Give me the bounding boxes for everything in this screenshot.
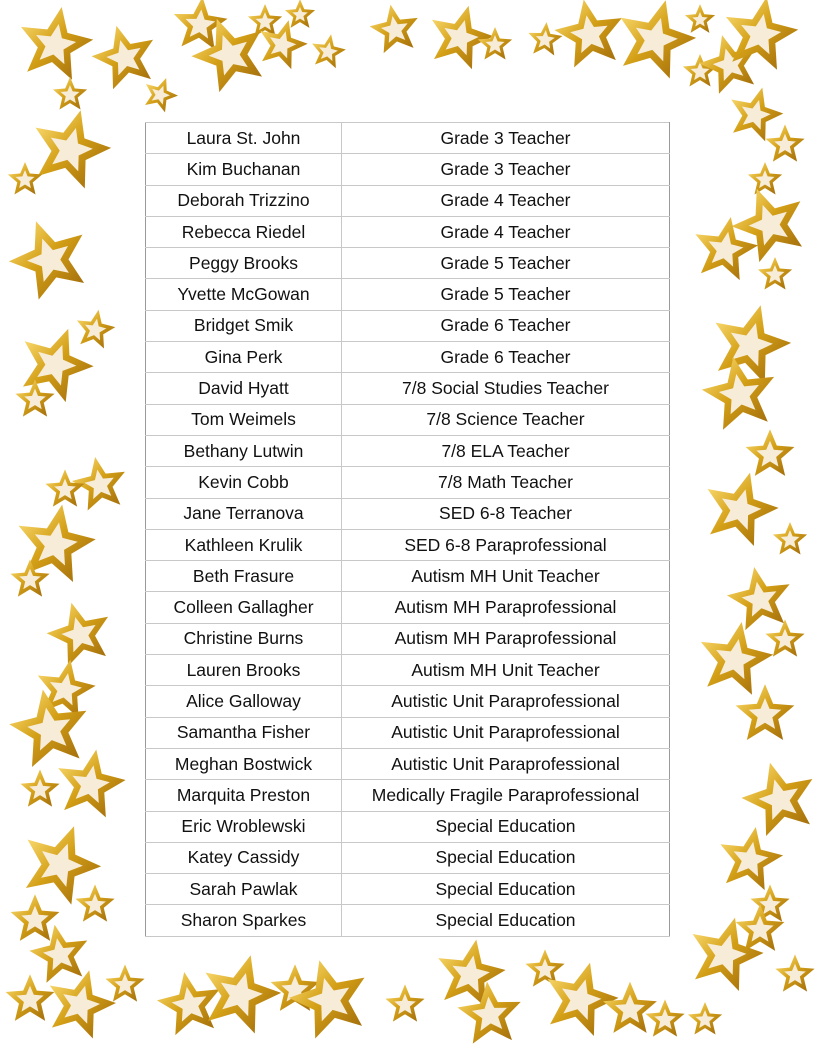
staff-name: Bridget Smik xyxy=(146,310,342,341)
gold-star-icon xyxy=(780,959,810,988)
staff-role: Autism MH Paraprofessional xyxy=(342,592,670,623)
staff-role: Special Education xyxy=(342,811,670,842)
gold-star-icon xyxy=(180,3,222,44)
staff-role: Autistic Unit Paraprofessional xyxy=(342,748,670,779)
gold-star-icon xyxy=(752,166,779,191)
staff-role: Grade 5 Teacher xyxy=(342,279,670,310)
staff-role: Autism MH Unit Teacher xyxy=(342,561,670,592)
table-row xyxy=(146,279,670,310)
table-row xyxy=(146,123,670,154)
gold-star-icon xyxy=(80,889,110,918)
table-row xyxy=(146,498,670,529)
staff-name: Sharon Sparkes xyxy=(146,905,342,936)
staff-role: Autistic Unit Paraprofessional xyxy=(342,686,670,717)
staff-name: Lauren Brooks xyxy=(146,655,342,686)
gold-star-icon xyxy=(530,954,560,983)
staff-name: Katey Cassidy xyxy=(146,842,342,873)
staff-name: Jane Terranova xyxy=(146,498,342,529)
staff-role: Grade 6 Teacher xyxy=(342,310,670,341)
gold-star-icon xyxy=(148,82,174,109)
staff-role: Special Education xyxy=(342,874,670,905)
gold-star-icon xyxy=(762,261,789,286)
table-row xyxy=(146,561,670,592)
staff-role: 7/8 Science Teacher xyxy=(342,404,670,435)
gold-star-icon xyxy=(252,8,279,33)
gold-star-icon xyxy=(375,10,413,48)
staff-role: Grade 3 Teacher xyxy=(342,154,670,185)
gold-star-icon xyxy=(709,631,765,688)
table-row xyxy=(146,185,670,216)
table-row xyxy=(146,874,670,905)
table-row xyxy=(146,467,670,498)
staff-name: Peggy Brooks xyxy=(146,248,342,279)
staff-role: Special Education xyxy=(342,905,670,936)
gold-star-icon xyxy=(734,6,790,63)
table-row xyxy=(146,905,670,936)
staff-name: Yvette McGowan xyxy=(146,279,342,310)
gold-star-icon xyxy=(81,314,111,344)
gold-star-icon xyxy=(692,1006,719,1031)
table-row xyxy=(146,373,670,404)
staff-name: Eric Wroblewski xyxy=(146,811,342,842)
gold-star-icon xyxy=(99,33,147,82)
gold-star-icon xyxy=(289,3,312,25)
gold-star-icon xyxy=(65,757,117,810)
table-row xyxy=(146,748,670,779)
staff-role: Autism MH Unit Teacher xyxy=(342,655,670,686)
staff-table xyxy=(145,122,670,937)
staff-role: SED 6-8 Paraprofessional xyxy=(342,529,670,560)
staff-role: 7/8 Math Teacher xyxy=(342,467,670,498)
staff-name: David Hyatt xyxy=(146,373,342,404)
staff-role: Autistic Unit Paraprofessional xyxy=(342,717,670,748)
gold-star-icon xyxy=(734,574,783,623)
staff-role: 7/8 ELA Teacher xyxy=(342,435,670,466)
gold-star-icon xyxy=(465,989,514,1037)
staff-name: Tom Weimels xyxy=(146,404,342,435)
staff-name: Rebecca Riedel xyxy=(146,216,342,247)
staff-role: SED 6-8 Teacher xyxy=(342,498,670,529)
staff-name: Samantha Fisher xyxy=(146,717,342,748)
gold-star-icon xyxy=(555,971,610,1028)
gold-star-icon xyxy=(700,926,755,983)
gold-star-icon xyxy=(213,964,272,1025)
gold-star-icon xyxy=(390,989,420,1018)
table-row xyxy=(146,404,670,435)
staff-name: Kathleen Krulik xyxy=(146,529,342,560)
gold-star-icon xyxy=(57,978,109,1031)
staff-name: Bethany Lutwin xyxy=(146,435,342,466)
table-row xyxy=(146,623,670,654)
staff-name: Kim Buchanan xyxy=(146,154,342,185)
staff-name: Christine Burns xyxy=(146,623,342,654)
table-row xyxy=(146,435,670,466)
staff-name: Colleen Gallagher xyxy=(146,592,342,623)
staff-role: Grade 3 Teacher xyxy=(342,123,670,154)
gold-star-icon xyxy=(29,16,85,73)
gold-star-icon xyxy=(43,119,102,180)
table-row xyxy=(146,154,670,185)
gold-star-icon xyxy=(11,980,49,1016)
table-row xyxy=(146,216,670,247)
table-row xyxy=(146,655,670,686)
table-row xyxy=(146,811,670,842)
gold-star-icon xyxy=(20,384,50,413)
gold-star-icon xyxy=(628,9,687,70)
table-row xyxy=(146,780,670,811)
gold-star-icon xyxy=(715,481,770,538)
gold-star-icon xyxy=(750,771,805,828)
gold-star-icon xyxy=(737,94,778,136)
staff-name: Alice Galloway xyxy=(146,686,342,717)
gold-star-icon xyxy=(18,230,77,291)
staff-role: 7/8 Social Studies Teacher xyxy=(342,373,670,404)
gold-star-icon xyxy=(727,834,776,883)
staff-role: Medically Fragile Paraprofessional xyxy=(342,780,670,811)
gold-star-icon xyxy=(164,979,213,1028)
gold-star-icon xyxy=(15,564,45,593)
staff-role: Autism MH Paraprofessional xyxy=(342,623,670,654)
table-row xyxy=(146,686,670,717)
gold-star-icon xyxy=(770,129,800,158)
gold-star-icon xyxy=(12,166,39,191)
gold-star-icon xyxy=(742,691,788,734)
gold-star-icon xyxy=(27,514,87,574)
gold-star-icon xyxy=(298,969,357,1030)
gold-star-icon xyxy=(650,1004,680,1033)
staff-role: Special Education xyxy=(342,842,670,873)
gold-star-icon xyxy=(438,13,486,62)
gold-star-icon xyxy=(54,610,102,659)
gold-star-icon xyxy=(751,435,789,471)
gold-star-icon xyxy=(78,463,119,505)
gold-star-icon xyxy=(36,931,81,976)
gold-star-icon xyxy=(25,774,55,803)
staff-role: Grade 6 Teacher xyxy=(342,342,670,373)
table-row xyxy=(146,310,670,341)
staff-name: Laura St. John xyxy=(146,123,342,154)
staff-name: Sarah Pawlak xyxy=(146,874,342,905)
gold-star-icon xyxy=(702,224,751,273)
staff-name: Meghan Bostwick xyxy=(146,748,342,779)
gold-star-icon xyxy=(34,835,93,896)
table-row xyxy=(146,248,670,279)
gold-star-icon xyxy=(30,337,85,394)
staff-role: Grade 4 Teacher xyxy=(342,216,670,247)
table-row xyxy=(146,529,670,560)
table-row xyxy=(146,592,670,623)
gold-star-icon xyxy=(57,81,84,106)
staff-name: Marquita Preston xyxy=(146,780,342,811)
staff-name: Gina Perk xyxy=(146,342,342,373)
table-row xyxy=(146,717,670,748)
gold-star-icon xyxy=(110,969,140,998)
gold-star-icon xyxy=(316,38,342,64)
staff-role: Grade 4 Teacher xyxy=(342,185,670,216)
gold-star-icon xyxy=(777,526,804,551)
staff-role: Grade 5 Teacher xyxy=(342,248,670,279)
gold-star-icon xyxy=(562,7,614,60)
staff-name: Beth Frasure xyxy=(146,561,342,592)
gold-star-icon xyxy=(50,474,80,503)
gold-star-icon xyxy=(609,988,651,1028)
table-row xyxy=(146,342,670,373)
gold-star-icon xyxy=(16,900,54,936)
gold-star-icon xyxy=(770,624,800,653)
table-row xyxy=(146,842,670,873)
gold-star-icon xyxy=(689,8,712,30)
staff-name: Kevin Cobb xyxy=(146,467,342,498)
staff-name: Deborah Trizzino xyxy=(146,185,342,216)
